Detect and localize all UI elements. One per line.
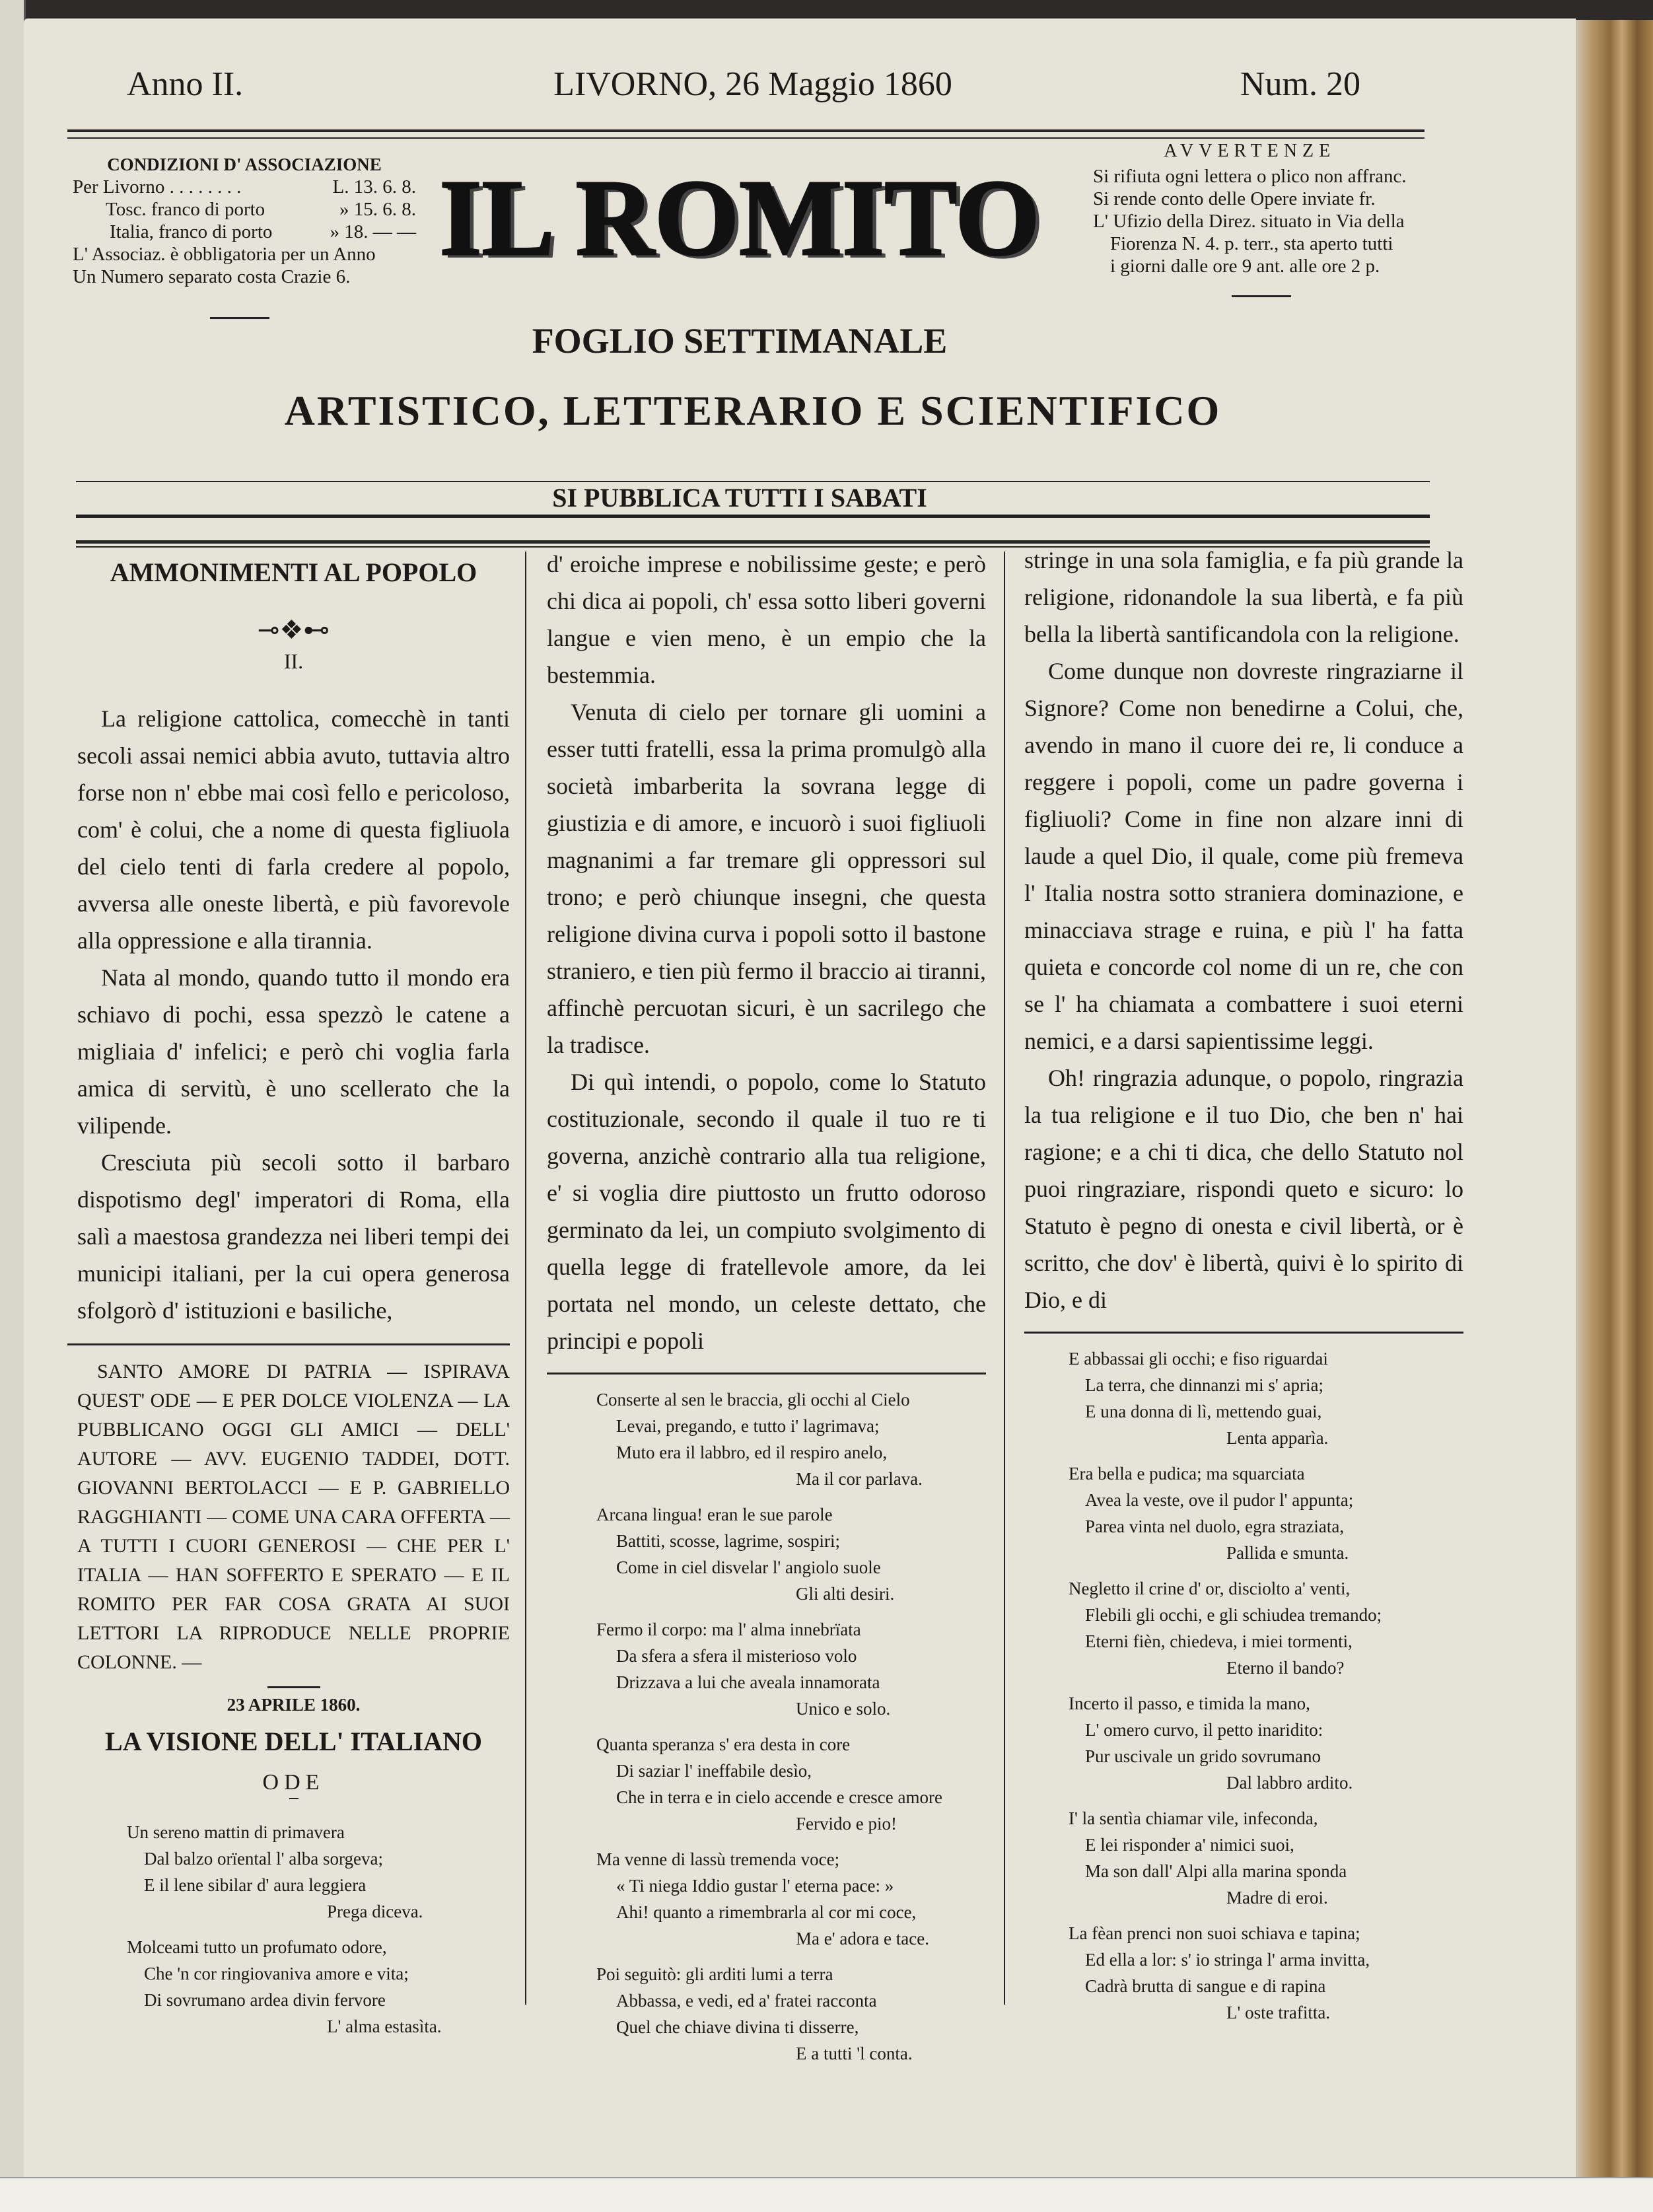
notice-line: Si rende conto delle Opere inviate fr. <box>1093 188 1376 209</box>
notice-line: i giorni dalle ore 9 ant. alle ore 2 p. <box>1110 256 1380 277</box>
verse-line: Come in ciel disvelar l' angiolo suole <box>616 1557 881 1577</box>
verse-line: Dal labbro ardito. <box>1226 1773 1353 1793</box>
article-column-2 <box>547 546 986 1359</box>
verse-line: Che in terra e in cielo accende e cresce amore <box>616 1787 942 1807</box>
verse-line: E una donna di lì, mettendo guai, <box>1085 1402 1322 1421</box>
paragraph: Di quì intendi, o popolo, come lo Statuto costituzionale, secondo il quale il tuo re ti governa, anzichè contrario alla tua religione, e' si voglia dire piuttosto un frutto odoroso germinato da lei, un compiuto svolgimento di quella legge di fratellevole amore, da lei portata nel mondo, un celeste dettato, che principi e popoli <box>547 1069 986 1354</box>
newspaper-title: IL ROMITO <box>439 157 1040 278</box>
verse-line: Che 'n cor ringiovaniva amore e vita; <box>144 1964 409 1983</box>
verse-line: Levai, pregando, e tutto i' lagrimava; <box>616 1416 880 1436</box>
section-rule <box>1024 1332 1463 1334</box>
price-label: Tosc. franco di porto <box>106 199 265 220</box>
verse-line: L' omero curvo, il petto inaridito: <box>1085 1720 1323 1740</box>
stanza <box>1069 1575 1463 1681</box>
paragraph: Cresciuta più secoli sotto il barbaro dispotismo degl' imperatori di Roma, ella salì a maestosa grandezza nei liberi tempi dei municipi italiani, per la cui opera generosa sfolgorò d' istituzioni e basiliche, <box>77 1149 510 1324</box>
verse-line: Pallida e smunta. <box>1226 1543 1349 1563</box>
verse-line: Prega diceva. <box>327 1902 423 1921</box>
price-label: Italia, franco di porto <box>110 221 273 242</box>
verse-line: L' alma estasìta. <box>327 2016 442 2036</box>
verse-line: E a tutti 'l conta. <box>796 2044 913 2063</box>
verse-line: Fermo il corpo: ma l' alma innebrïata <box>596 1620 861 1639</box>
notices <box>1093 140 1407 277</box>
verse-line: E abbassai gli occhi; e fiso riguardai <box>1069 1349 1328 1369</box>
header-rule <box>67 129 1424 132</box>
verse-line: Un sereno mattin di primavera <box>127 1822 345 1842</box>
stanza <box>596 1616 986 1722</box>
verse-line: Era bella e pudica; ma squarciata <box>1069 1464 1305 1483</box>
dateline: LIVORNO, 26 Maggio 1860 <box>553 65 952 103</box>
verse-line: Incerto il passo, e timida la mano, <box>1069 1694 1310 1713</box>
article-column-1 <box>77 700 510 1329</box>
verse-line: Molceami tutto un profumato odore, <box>127 1937 387 1957</box>
verse-line: Poi seguitò: gli arditi lumi a terra <box>596 1964 833 1984</box>
paragraph: Venuta di cielo per tornare gli uomini a esser tutti fratelli, essa la prima promulgò alla società imbarberita la sovrana legge di giustizia e di amore, e incuorò i suoi figliuoli magnanimi a far tremare gli oppressori sul trono; e però chiunque insegni, che questa religione divina curva i popoli sotto il bastone straniero, e tien più fermo il braccio ai tiranni, affinchè percuotan sicuri, è un sacrilego che la tradisce. <box>547 699 986 1058</box>
paragraph: stringe in una sola famiglia, e fa più grande la religione, ridonandole la sua libertà, e fa più bella la libertà santificandola con la religione. <box>1024 547 1463 647</box>
stanza <box>596 1501 986 1607</box>
stanza <box>596 1961 986 2067</box>
issue-number: Num. 20 <box>1240 65 1360 103</box>
verse-line: Madre di eroi. <box>1226 1888 1328 1908</box>
verse-line: Cadrà brutta di sangue e di rapina <box>1085 1976 1326 1996</box>
issue-year: Anno II. <box>127 65 244 103</box>
verse-line: Parea vinta nel duolo, egra straziata, <box>1085 1516 1345 1536</box>
verse-line: Di saziar l' ineffabile desìo, <box>616 1761 812 1781</box>
section-rule <box>547 1373 986 1374</box>
ode-dedication: SANTO AMORE DI PATRIA — ISPIRAVA QUEST' ODE — E PER DOLCE VIOLENZA — LA PUBBLICANO OGGI GLI AMICI — DELL' AUTORE — AVV. EUGENIO TADDEI, DOTT. GIOVANNI BERTOLACCI — E P. GABRIELLO RAGGHIANTI — COME UNA CARA OFFERTA — A TUTTI I CUORI GENEROSI — CHE PER L' ITALIA — HAN SOFFERTO E SPERATO — E IL ROMITO PER FAR COSA GRATA AI SUOI LETTORI LA RIPRODUCE NELLE PROPRIE COLONNE. — <box>77 1361 510 1673</box>
verse-line: Unico e solo. <box>796 1699 891 1719</box>
stanza <box>1069 1345 1463 1451</box>
ode-column-2 <box>547 1386 986 2076</box>
verse-line: L' oste trafitta. <box>1226 2003 1331 2022</box>
article-heading: AMMONIMENTI AL POPOLO <box>110 557 477 587</box>
verse-line: Muto era il labbro, ed il respiro anelo, <box>616 1443 888 1462</box>
verse-line: Gli alti desiri. <box>796 1584 895 1604</box>
column-rule <box>1004 552 1005 2005</box>
verse-line: Conserte al sen le braccia, gli occhi al Cielo <box>596 1390 910 1409</box>
verse-line: Quel che chiave divina ti disserre, <box>616 2017 859 2037</box>
verse-line: Ma son dall' Alpi alla marina sponda <box>1085 1861 1347 1881</box>
stanza <box>596 1731 986 1837</box>
verse-line: Eterni fièn, chiedeva, i miei tormenti, <box>1085 1631 1353 1651</box>
price-row <box>73 221 416 243</box>
stanza <box>1069 1920 1463 2026</box>
stanza <box>596 1386 986 1492</box>
notice-line: Si rifiuta ogni lettera o plico non affranc. <box>1093 166 1407 187</box>
header-rule <box>67 137 1424 139</box>
ode-date: 23 APRILE 1860. <box>227 1695 361 1715</box>
adjacent-page-edge <box>0 0 26 2180</box>
verse-line: Abbassa, e vedi, ed a' fratei racconta <box>616 1991 877 2011</box>
publication-schedule: SI PUBBLICA TUTTI I SABATI <box>552 483 927 513</box>
verse-line: Ma venne di lassù tremenda voce; <box>596 1849 840 1869</box>
conditions-note: L' Associaz. è obbligatoria per un Anno <box>73 244 376 265</box>
ode-column-1 <box>77 1819 510 2049</box>
verse-line: Ma e' adora e tace. <box>796 1929 929 1948</box>
conditions-heading: CONDIZIONI D' ASSOCIAZIONE <box>107 155 382 174</box>
stanza <box>1069 1690 1463 1796</box>
section-rule <box>67 1343 510 1345</box>
article-column-3 <box>1024 542 1463 1318</box>
ornament-icon: ⊸❖⊷ <box>257 615 330 645</box>
verse-line: Ahi! quanto a rimembrarla al cor mi coce, <box>616 1902 917 1922</box>
price-row <box>73 176 416 198</box>
verse-line: Quanta speranza s' era desta in core <box>596 1734 851 1754</box>
verse-line: Avea la veste, ove il pudor l' appunta; <box>1085 1490 1354 1510</box>
price-value: » 15. 6. 8. <box>339 199 416 220</box>
verse-line: Lenta apparìa. <box>1226 1428 1329 1448</box>
verse-line: Arcana lingua! eran le sue parole <box>596 1505 833 1524</box>
verse-line: Eterno il bando? <box>1226 1658 1345 1678</box>
price-row <box>73 198 416 221</box>
verse-line: Negletto il crine d' or, disciolto a' venti, <box>1069 1579 1351 1598</box>
page-column-1 <box>77 557 510 2049</box>
verse-line: E il lene sibilar d' aura leggiera <box>144 1875 367 1895</box>
divider <box>289 1798 299 1799</box>
verse-line: I' la sentìa chiamar vile, infeconda, <box>1069 1808 1318 1828</box>
stanza <box>127 1819 510 1925</box>
verse-line: Dal balzo orïental l' alba sorgeva; <box>144 1849 383 1869</box>
page-column-3 <box>1024 542 1463 2035</box>
verse-line: E lei risponder a' nimici suoi, <box>1085 1835 1294 1855</box>
column-rule <box>525 552 526 2005</box>
page-column-2 <box>547 546 986 2076</box>
subtitle: FOGLIO SETTIMANALE <box>532 321 948 361</box>
verse-line: Di sovrumano ardea divin fervore <box>144 1990 386 2010</box>
verse-line: La terra, che dinnanzi mi s' apria; <box>1085 1375 1323 1395</box>
verse-line: Ma il cor parlava. <box>796 1469 923 1489</box>
paragraph: Nata al mondo, quando tutto il mondo era schiavo di pochi, essa spezzò le catene a migliaia d' infelici; e però chi voglia farla amica di servitù, è uno scellerato che la vilipende. <box>77 964 510 1139</box>
verse-line: Ed ella a lor: s' io stringa l' arma invitta, <box>1085 1950 1370 1970</box>
book-page-edges <box>1575 20 1653 2180</box>
price-value: L. 13. 6. 8. <box>332 176 416 197</box>
paragraph: Come dunque non dovreste ringraziarne il Signore? Come non benedirne a Colui, che, avendo in mano il cuore dei re, li conduce a reggere i popoli, come un padre governa i figliuoli? Come in fine non alzare inni di laude a quel Dio, il quale, come più fremeva l' Italia nostra sotto straniera dominazione, e minacciava strage e ruina, e più l' ha fatta quieta e concorde col nome di un re, che con se l' ha chiamata a combattere i suoi eterni nemici, e a darsi sapientissime leggi. <box>1024 658 1463 1054</box>
stanza <box>1069 1460 1463 1566</box>
divider <box>1232 295 1291 297</box>
divider <box>210 317 269 319</box>
verse-line: Pur uscivale un grido sovrumano <box>1085 1746 1321 1766</box>
section-number: II. <box>283 649 304 673</box>
verse-line: Drizzava a lui che aveala innamorata <box>616 1672 880 1692</box>
ode-genre: ODE <box>262 1770 325 1795</box>
bottom-label-strip <box>0 2177 1653 2212</box>
price-value: » 18. — — <box>330 221 416 242</box>
verse-line: Fervido e pio! <box>796 1814 897 1834</box>
divider <box>267 1686 320 1688</box>
paragraph: Oh! ringrazia adunque, o popolo, ringrazia la tua religione e il tuo Dio, che ben n' hai ragione; e a chi ti dica, che dello Statuto nol puoi ringraziare, rispondi queto e sicuro: lo Statuto è pegno di onesta e civil libertà, or è scritto, che dov' è libertà, quivi è lo spirito di Dio, e di <box>1024 1065 1463 1313</box>
subscription-conditions <box>73 153 416 288</box>
verse-line: Battiti, scosse, lagrime, sospiri; <box>616 1531 840 1551</box>
ode-title: LA VISIONE DELL' ITALIANO <box>105 1727 482 1756</box>
stanza <box>596 1846 986 1952</box>
verse-line: Da sfera a sfera il misterioso volo <box>616 1646 857 1666</box>
paragraph: d' eroiche imprese e nobilissime geste; e però chi dica ai popoli, ch' essa sotto liberi governi langue e vien meno, è un empio che la bestemmia. <box>547 551 986 688</box>
notice-line: L' Ufizio della Direz. situato in Via della <box>1093 211 1405 232</box>
verse-line: La fèan prenci non suoi schiava e tapina; <box>1069 1923 1360 1943</box>
paragraph: La religione cattolica, comecchè in tanti secoli assai nemici abbia avuto, tuttavia altro forse non n' ebbe mai così fello e pericoloso, com' è colui, che a nome di questa figliuola del cielo tenti di farla credere al popolo, avversa alle oneste libertà, e più favorevole alla oppressione e alla tirannia. <box>77 705 510 954</box>
price-label: Per Livorno . . . . . . . . <box>73 176 242 197</box>
rule <box>76 515 1430 518</box>
notices-heading: AVVERTENZE <box>1164 141 1336 161</box>
verse-line: « Ti niega Iddio gustar l' eterna pace: » <box>616 1876 894 1896</box>
verse-line: Flebili gli occhi, e gli schiudea tremando; <box>1085 1605 1382 1625</box>
tagline: ARTISTICO, LETTERARIO E SCIENTIFICO <box>284 387 1222 434</box>
stanza <box>127 1934 510 2040</box>
conditions-note: Un Numero separato costa Crazie 6. <box>73 266 351 287</box>
notice-line: Fiorenza N. 4. p. terr., sta aperto tutti <box>1110 233 1393 254</box>
ode-column-3 <box>1024 1345 1463 2035</box>
stanza <box>1069 1805 1463 1911</box>
